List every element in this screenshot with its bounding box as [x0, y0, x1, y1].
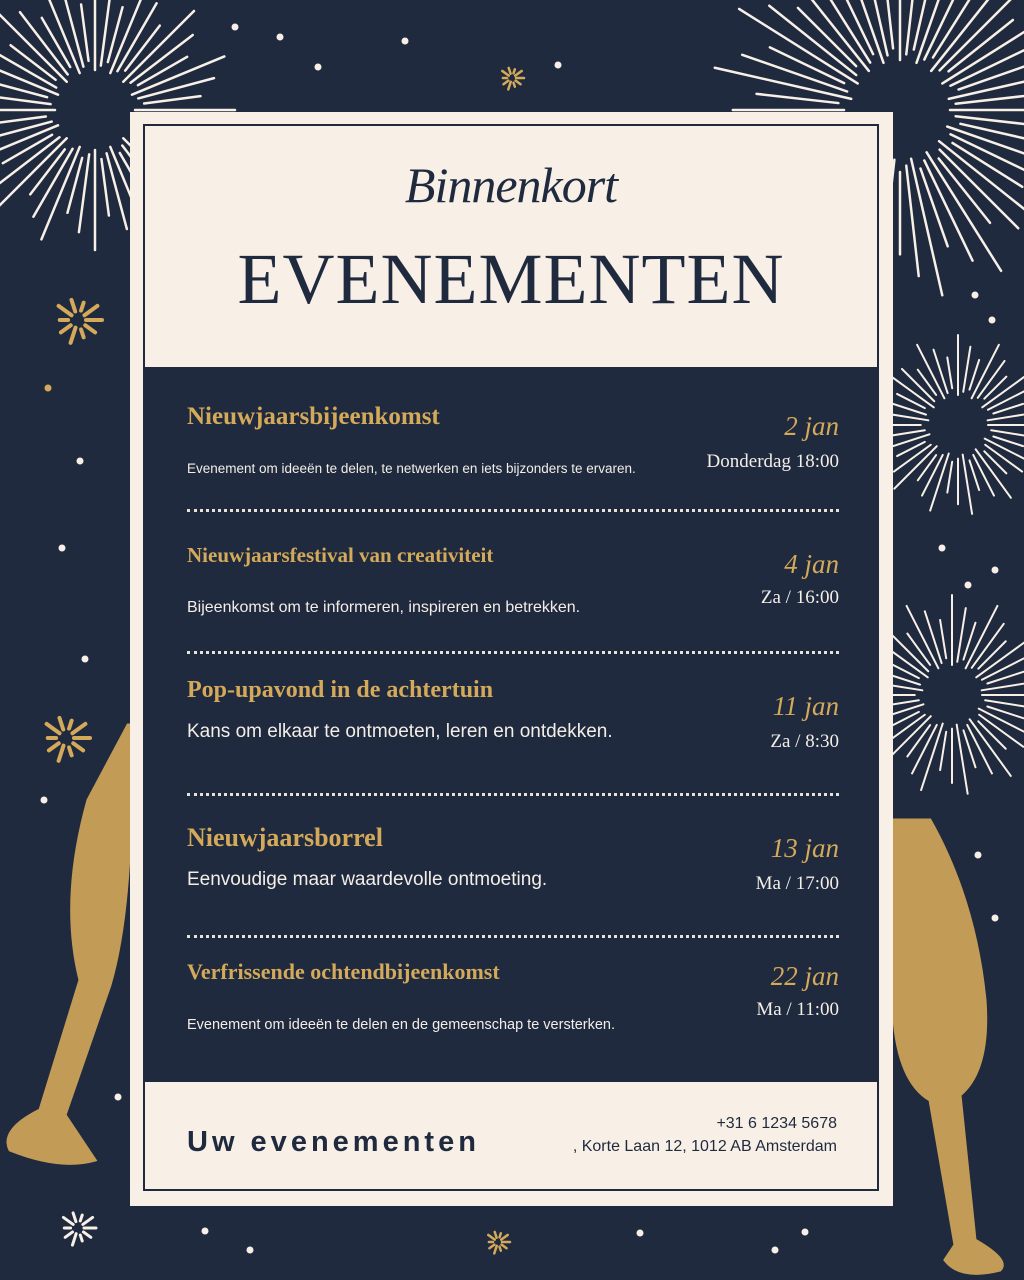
divider — [187, 793, 839, 796]
event-item — [187, 399, 839, 541]
star-dot — [965, 582, 972, 589]
champagne-glass-left — [8, 725, 131, 1163]
firework-icon — [47, 718, 90, 761]
firework-icon — [502, 68, 524, 89]
event-description: Kans om elkaar te ontmoeten, leren en ontdekken. — [187, 721, 613, 742]
star-dot — [315, 64, 322, 71]
brand-name: Uw evenementen — [187, 1126, 480, 1158]
star-dot — [802, 1229, 809, 1236]
star-dot — [77, 458, 84, 465]
event-time: Donderdag 18:00 — [706, 451, 839, 472]
star-dot — [992, 915, 999, 922]
event-item — [187, 539, 839, 681]
divider — [187, 509, 839, 512]
event-time: Za / 8:30 — [770, 731, 839, 752]
event-date: 13 jan — [770, 833, 839, 863]
event-description: Eenvoudige maar waardevolle ontmoeting. — [187, 869, 548, 890]
star-dot — [555, 62, 562, 69]
event-date: 4 jan — [784, 549, 839, 579]
star-dot — [232, 24, 239, 31]
star-dot — [247, 1247, 254, 1254]
star-dot — [989, 317, 996, 324]
event-date: 22 jan — [770, 961, 839, 991]
contact-info — [573, 1112, 837, 1158]
star-dot — [992, 567, 999, 574]
poster-title: EVENEMENTEN — [237, 239, 785, 319]
event-time: Ma / 11:00 — [756, 999, 839, 1020]
event-date: 2 jan — [784, 411, 839, 441]
event-time: Ma / 17:00 — [755, 873, 839, 894]
events-poster — [130, 112, 893, 1206]
star-dot — [972, 292, 979, 299]
poster-subtitle: Binnenkort — [404, 157, 618, 213]
poster-frame — [143, 124, 879, 1191]
event-item — [187, 677, 839, 819]
star-dot — [82, 656, 89, 663]
divider — [187, 651, 839, 654]
event-title: Verfrissende ochtendbijeenkomst — [187, 959, 500, 984]
firework-icon — [59, 300, 102, 343]
star-dot — [202, 1228, 209, 1235]
event-description: Evenement om ideeën te delen en de gemeenschap te versterken. — [187, 1017, 616, 1033]
star-dot — [59, 545, 66, 552]
phone-number: +31 6 1234 5678 — [716, 1115, 837, 1132]
star-dot — [41, 797, 48, 804]
star-dot — [402, 38, 409, 45]
event-description: Bijeenkomst om te informeren, inspireren en betrekken. — [187, 599, 581, 616]
firework-icon — [488, 1232, 510, 1253]
address: , Korte Laan 12, 1012 AB Amsterdam — [572, 1138, 837, 1155]
event-description: Evenement om ideeën te delen, te netwerken en iets bijzonders te ervaren. — [187, 461, 636, 476]
event-item — [187, 823, 839, 965]
star-dot — [277, 34, 284, 41]
event-title: Nieuwjaarsfestival van creativiteit — [187, 543, 494, 567]
event-title: Pop-upavond in de achtertuin — [187, 677, 494, 703]
star-dot — [939, 545, 946, 552]
event-title: Nieuwjaarsborrel — [187, 823, 383, 852]
event-title: Nieuwjaarsbijeenkomst — [187, 403, 440, 430]
firework-icon — [63, 1213, 96, 1245]
star-dot — [772, 1247, 779, 1254]
poster-header — [145, 126, 877, 367]
divider — [187, 935, 839, 938]
champagne-glass-right — [893, 820, 1002, 1273]
star-dot — [115, 1094, 122, 1101]
star-dot — [45, 385, 52, 392]
events-list — [145, 367, 877, 1082]
star-dot — [975, 852, 982, 859]
star-dot — [637, 1230, 644, 1237]
event-time: Za / 16:00 — [760, 587, 839, 608]
event-item — [187, 959, 839, 1101]
event-date: 11 jan — [772, 691, 839, 721]
poster-footer — [145, 1082, 877, 1193]
